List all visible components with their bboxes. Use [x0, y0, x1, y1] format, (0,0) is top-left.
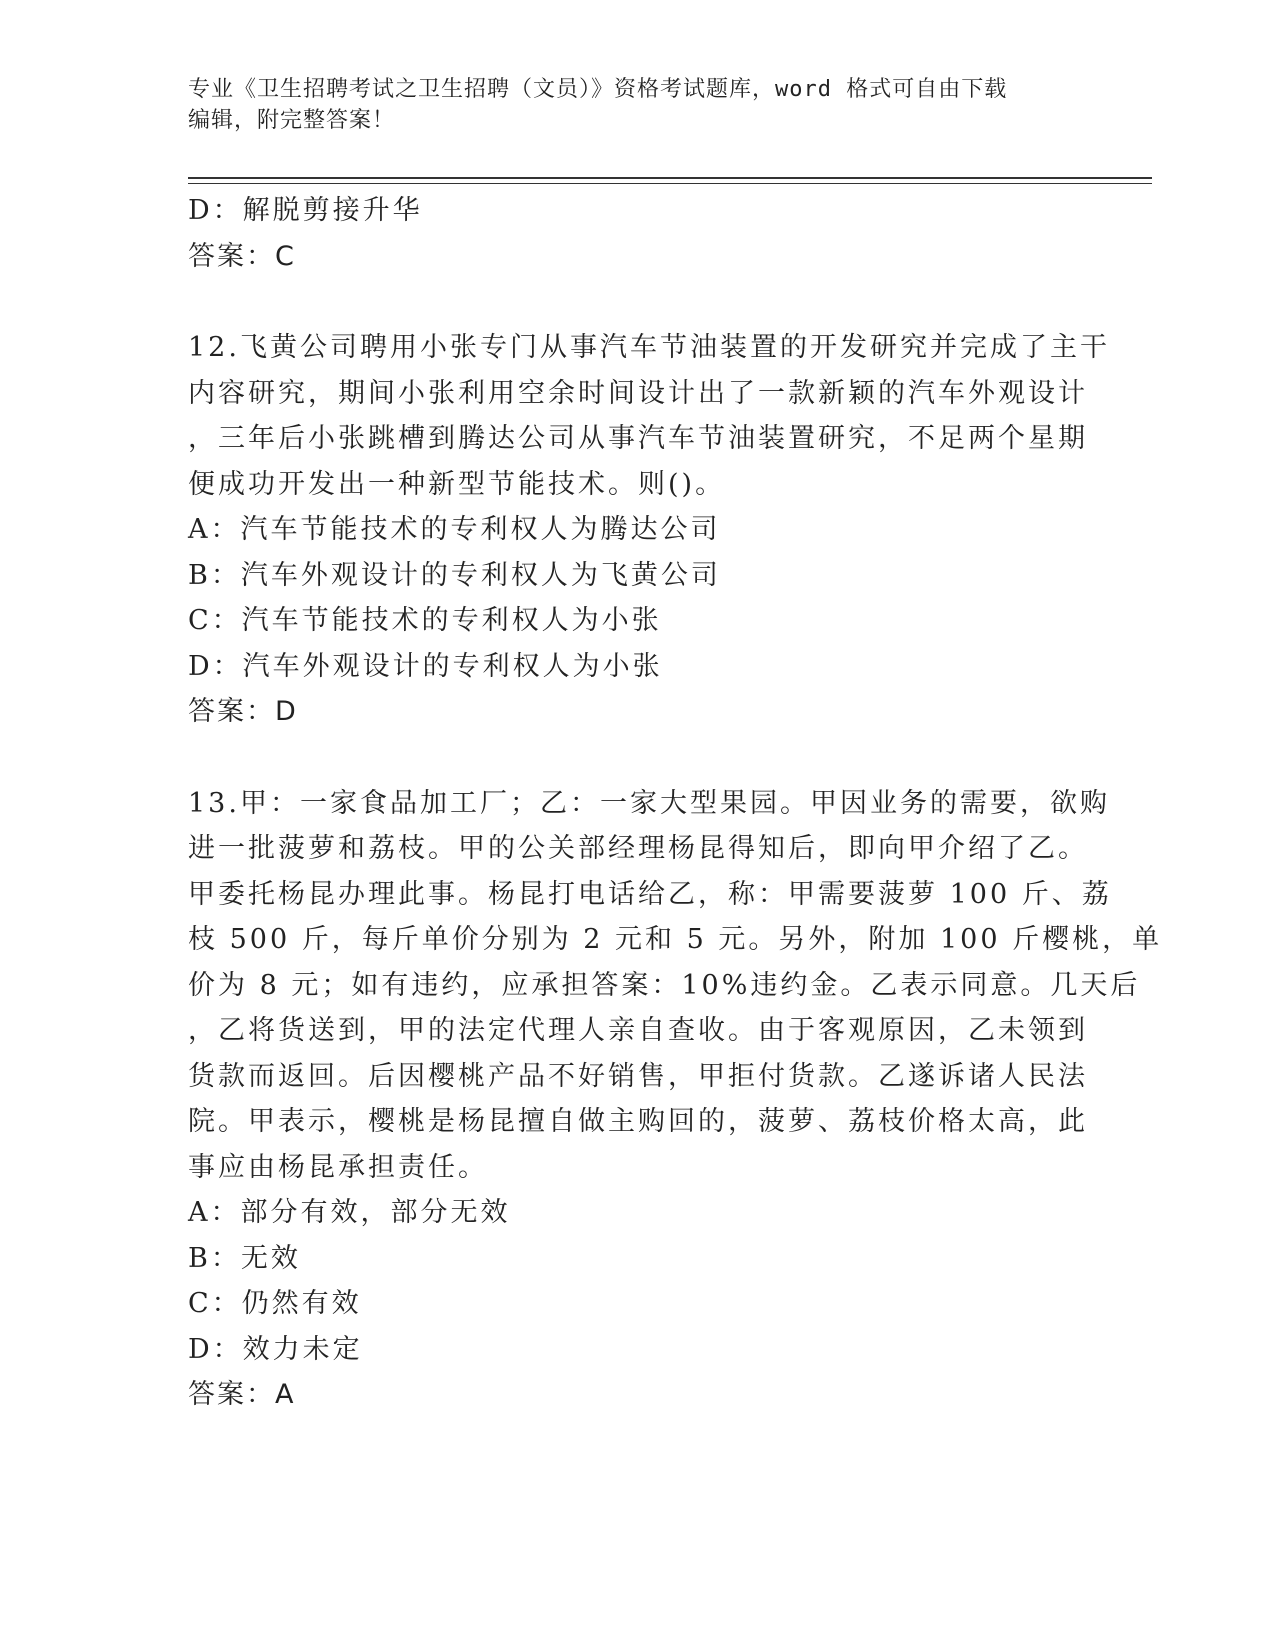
header-rule-thin — [188, 183, 1152, 184]
q13-option-a: A：部分有效，部分无效 — [188, 1197, 511, 1228]
q12-option-d: D：汽车外观设计的专利权人为小张 — [188, 650, 663, 682]
q12-answer: 答案：D — [188, 696, 298, 727]
q13-answer: 答案：A — [188, 1379, 296, 1410]
q12-stem-line: 便成功开发出一种新型节能技术。则()。 — [188, 468, 726, 500]
document-body — [188, 188, 1163, 1418]
prev-answer: 答案：C — [188, 240, 296, 272]
header-line-1: 专业《卫生招聘考试之卫生招聘（文员）》资格考试题库，word 格式可自由下载 — [188, 77, 1008, 102]
q12-option-a: A：汽车节能技术的专利权人为腾达公司 — [188, 514, 721, 545]
prev-option-d: D：解脱剪接升华 — [188, 195, 423, 226]
q12-option-c: C：汽车节能技术的专利权人为小张 — [188, 605, 662, 636]
document-header — [188, 74, 1068, 136]
q12-stem-line: ，三年后小张跳槽到腾达公司从事汽车节油装置研究，不足两个星期 — [188, 423, 1088, 454]
q13-stem-line: 货款而返回。后因樱桃产品不好销售，甲拒付货款。乙遂诉诸人民法 — [188, 1060, 1088, 1092]
spacer — [188, 279, 1088, 325]
spacer — [188, 735, 1088, 781]
q12-option-b: B：汽车外观设计的专利权人为飞黄公司 — [188, 559, 721, 591]
q13-option-d: D：效力未定 — [188, 1333, 363, 1365]
q13-stem-line: 价为 8 元；如有违约，应承担答案：10%违约金。乙表示同意。几天后 — [188, 969, 1141, 1001]
q13-stem-line: 进一批菠萝和荔枝。甲的公关部经理杨昆得知后，即向甲介绍了乙。 — [188, 833, 1088, 864]
q13-option-b: B：无效 — [188, 1242, 301, 1274]
q13-option-c: C：仍然有效 — [188, 1288, 362, 1319]
q13-stem-line: ，乙将货送到，甲的法定代理人亲自查收。由于客观原因，乙未领到 — [188, 1015, 1088, 1046]
question-12 — [188, 325, 1110, 735]
q13-stem-line: 甲委托杨昆办理此事。杨昆打电话给乙，称：甲需要菠萝 100 斤、荔 — [188, 878, 1112, 910]
q13-stem-line: 事应由杨昆承担责任。 — [188, 1151, 488, 1183]
header-line-2: 编辑，附完整答案！ — [188, 108, 396, 133]
q13-stem-line: 枝 500 斤，每斤单价分别为 2 元和 5 元。另外，附加 100 斤樱桃，单 — [188, 924, 1163, 955]
q12-stem-line: 12.飞黄公司聘用小张专门从事汽车节油装置的开发研究并完成了主干 — [188, 332, 1110, 363]
question-13 — [188, 781, 1163, 1418]
q13-stem-line: 13.甲：一家食品加工厂；乙：一家大型果园。甲因业务的需要，欲购 — [188, 787, 1110, 819]
q12-stem-line: 内容研究，期间小张利用空余时间设计出了一款新颖的汽车外观设计 — [188, 377, 1088, 409]
header-rule-thick — [188, 177, 1152, 179]
q13-stem-line: 院。甲表示，樱桃是杨昆擅自做主购回的，菠萝、荔枝价格太高，此 — [188, 1106, 1088, 1137]
